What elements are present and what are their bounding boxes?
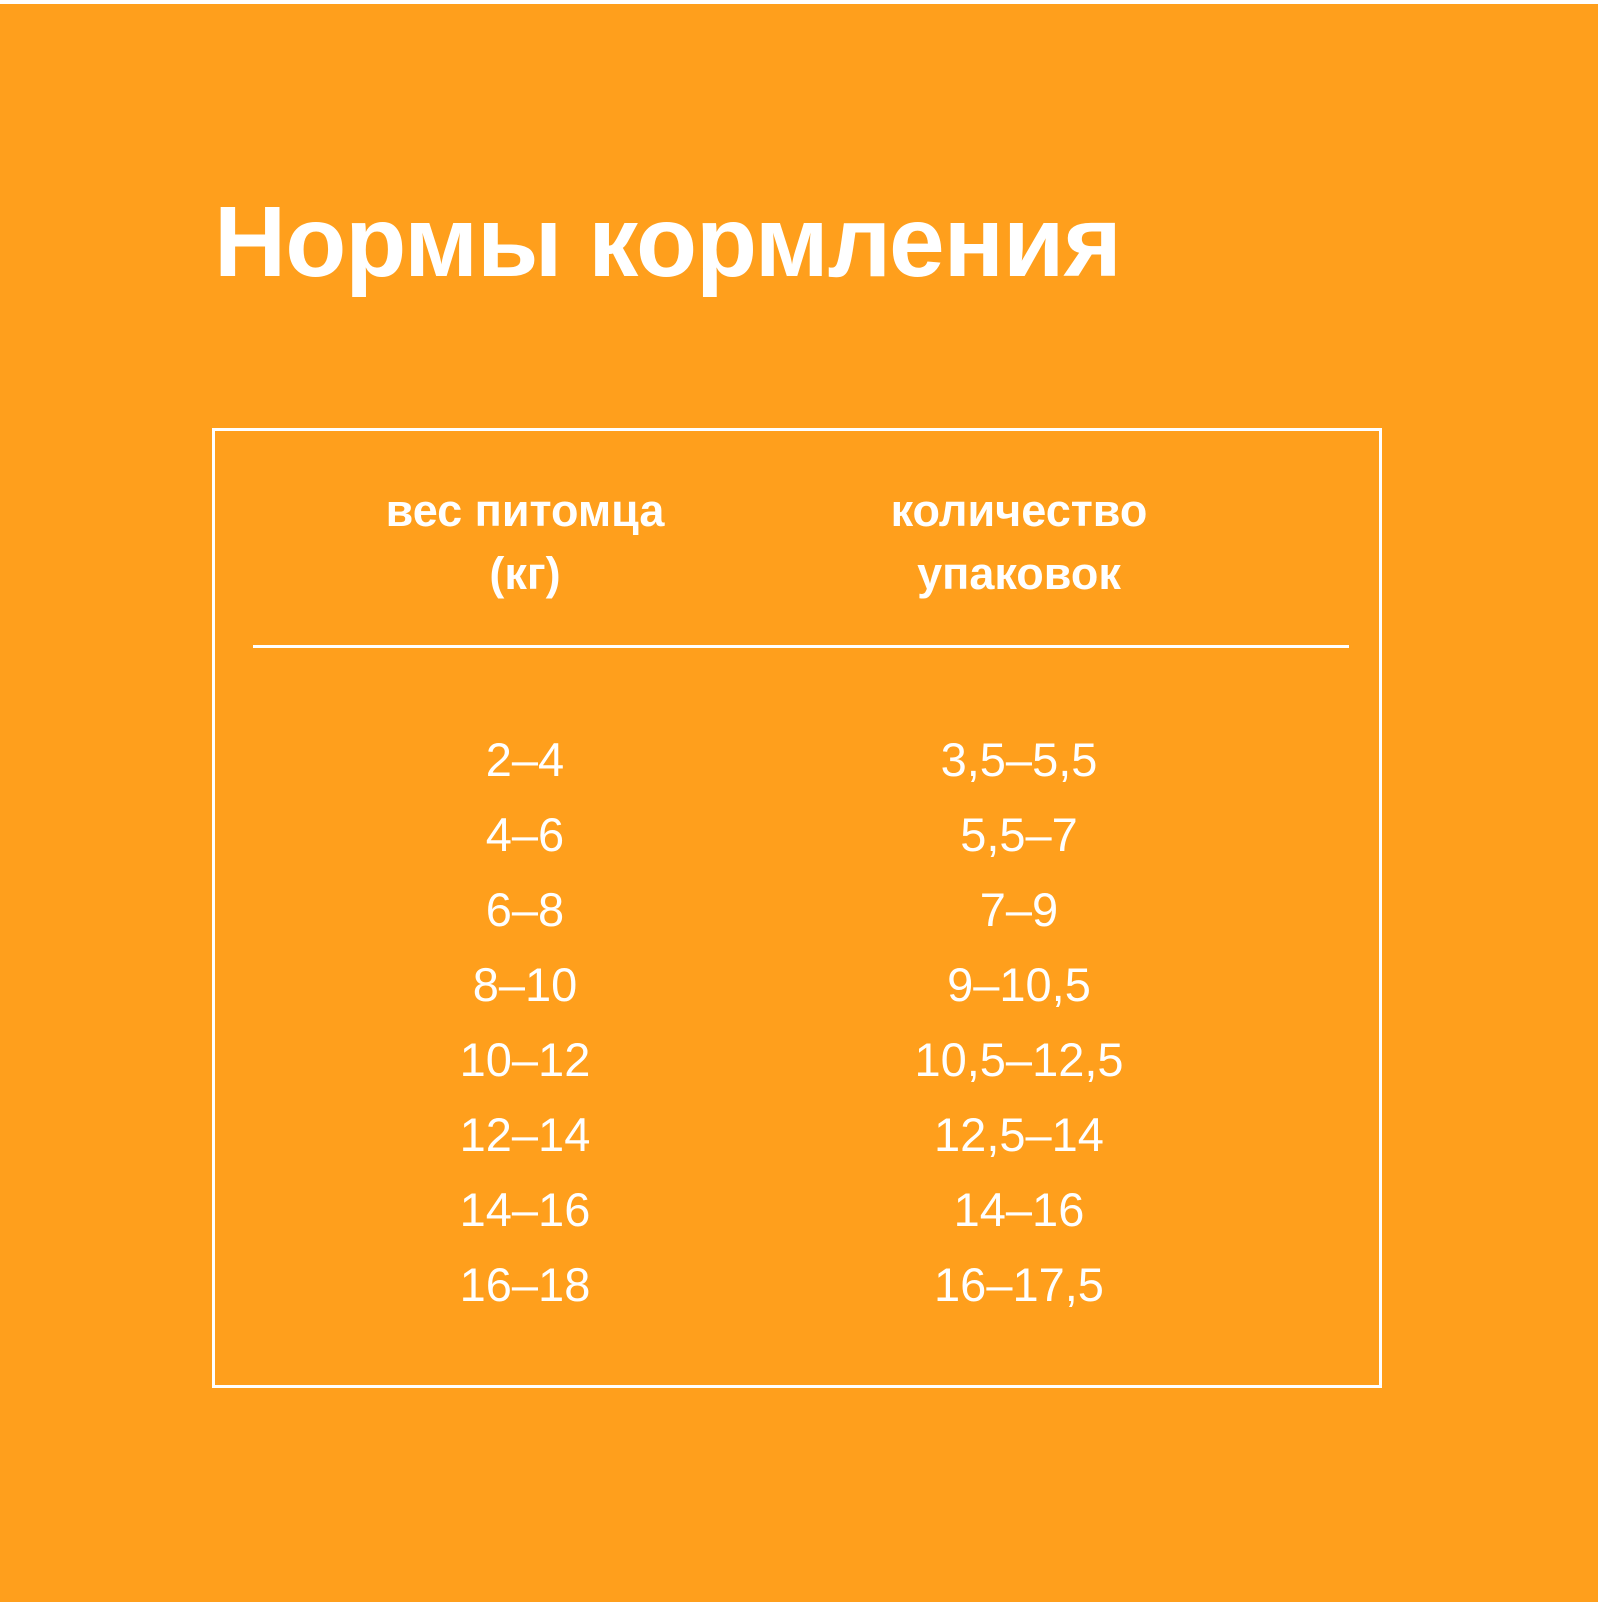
column-header-pack-count (789, 479, 1249, 605)
pack-count-cell: 5,5–7 (960, 808, 1078, 861)
header-divider (253, 645, 1349, 648)
feeding-card (0, 4, 1598, 1602)
column-header-pet-weight (295, 479, 755, 605)
page-title: Нормы кормления (214, 186, 1121, 298)
pack-count-cell: 14–16 (953, 1183, 1085, 1236)
column-header-line: (кг) (489, 548, 561, 599)
column-header-line: количество (890, 485, 1148, 536)
pet-weight-cell: 12–14 (459, 1108, 591, 1161)
pack-count-cell: 7–9 (979, 883, 1059, 936)
pack-count-cell: 10,5–12,5 (914, 1033, 1124, 1086)
table-row (215, 1022, 1379, 1097)
pet-weight-cell: 2–4 (485, 733, 565, 786)
feeding-table (212, 428, 1382, 1388)
table-row (215, 797, 1379, 872)
table-row (215, 1172, 1379, 1247)
pet-weight-cell: 16–18 (459, 1258, 591, 1311)
table-row (215, 1247, 1379, 1322)
pack-count-cell: 3,5–5,5 (940, 733, 1098, 786)
pet-weight-cell: 6–8 (485, 883, 565, 936)
table-row (215, 947, 1379, 1022)
table-row (215, 872, 1379, 947)
column-header-line: вес питомца (385, 485, 665, 536)
table-row (215, 722, 1379, 797)
table-body (215, 722, 1379, 1322)
pet-weight-cell: 8–10 (472, 958, 578, 1011)
column-header-line: упаковок (917, 548, 1121, 599)
table-row (215, 1097, 1379, 1172)
pet-weight-cell: 14–16 (459, 1183, 591, 1236)
pack-count-cell: 9–10,5 (947, 958, 1091, 1011)
pack-count-cell: 12,5–14 (934, 1108, 1104, 1161)
pack-count-cell: 16–17,5 (934, 1258, 1104, 1311)
pet-weight-cell: 10–12 (459, 1033, 591, 1086)
pet-weight-cell: 4–6 (485, 808, 565, 861)
